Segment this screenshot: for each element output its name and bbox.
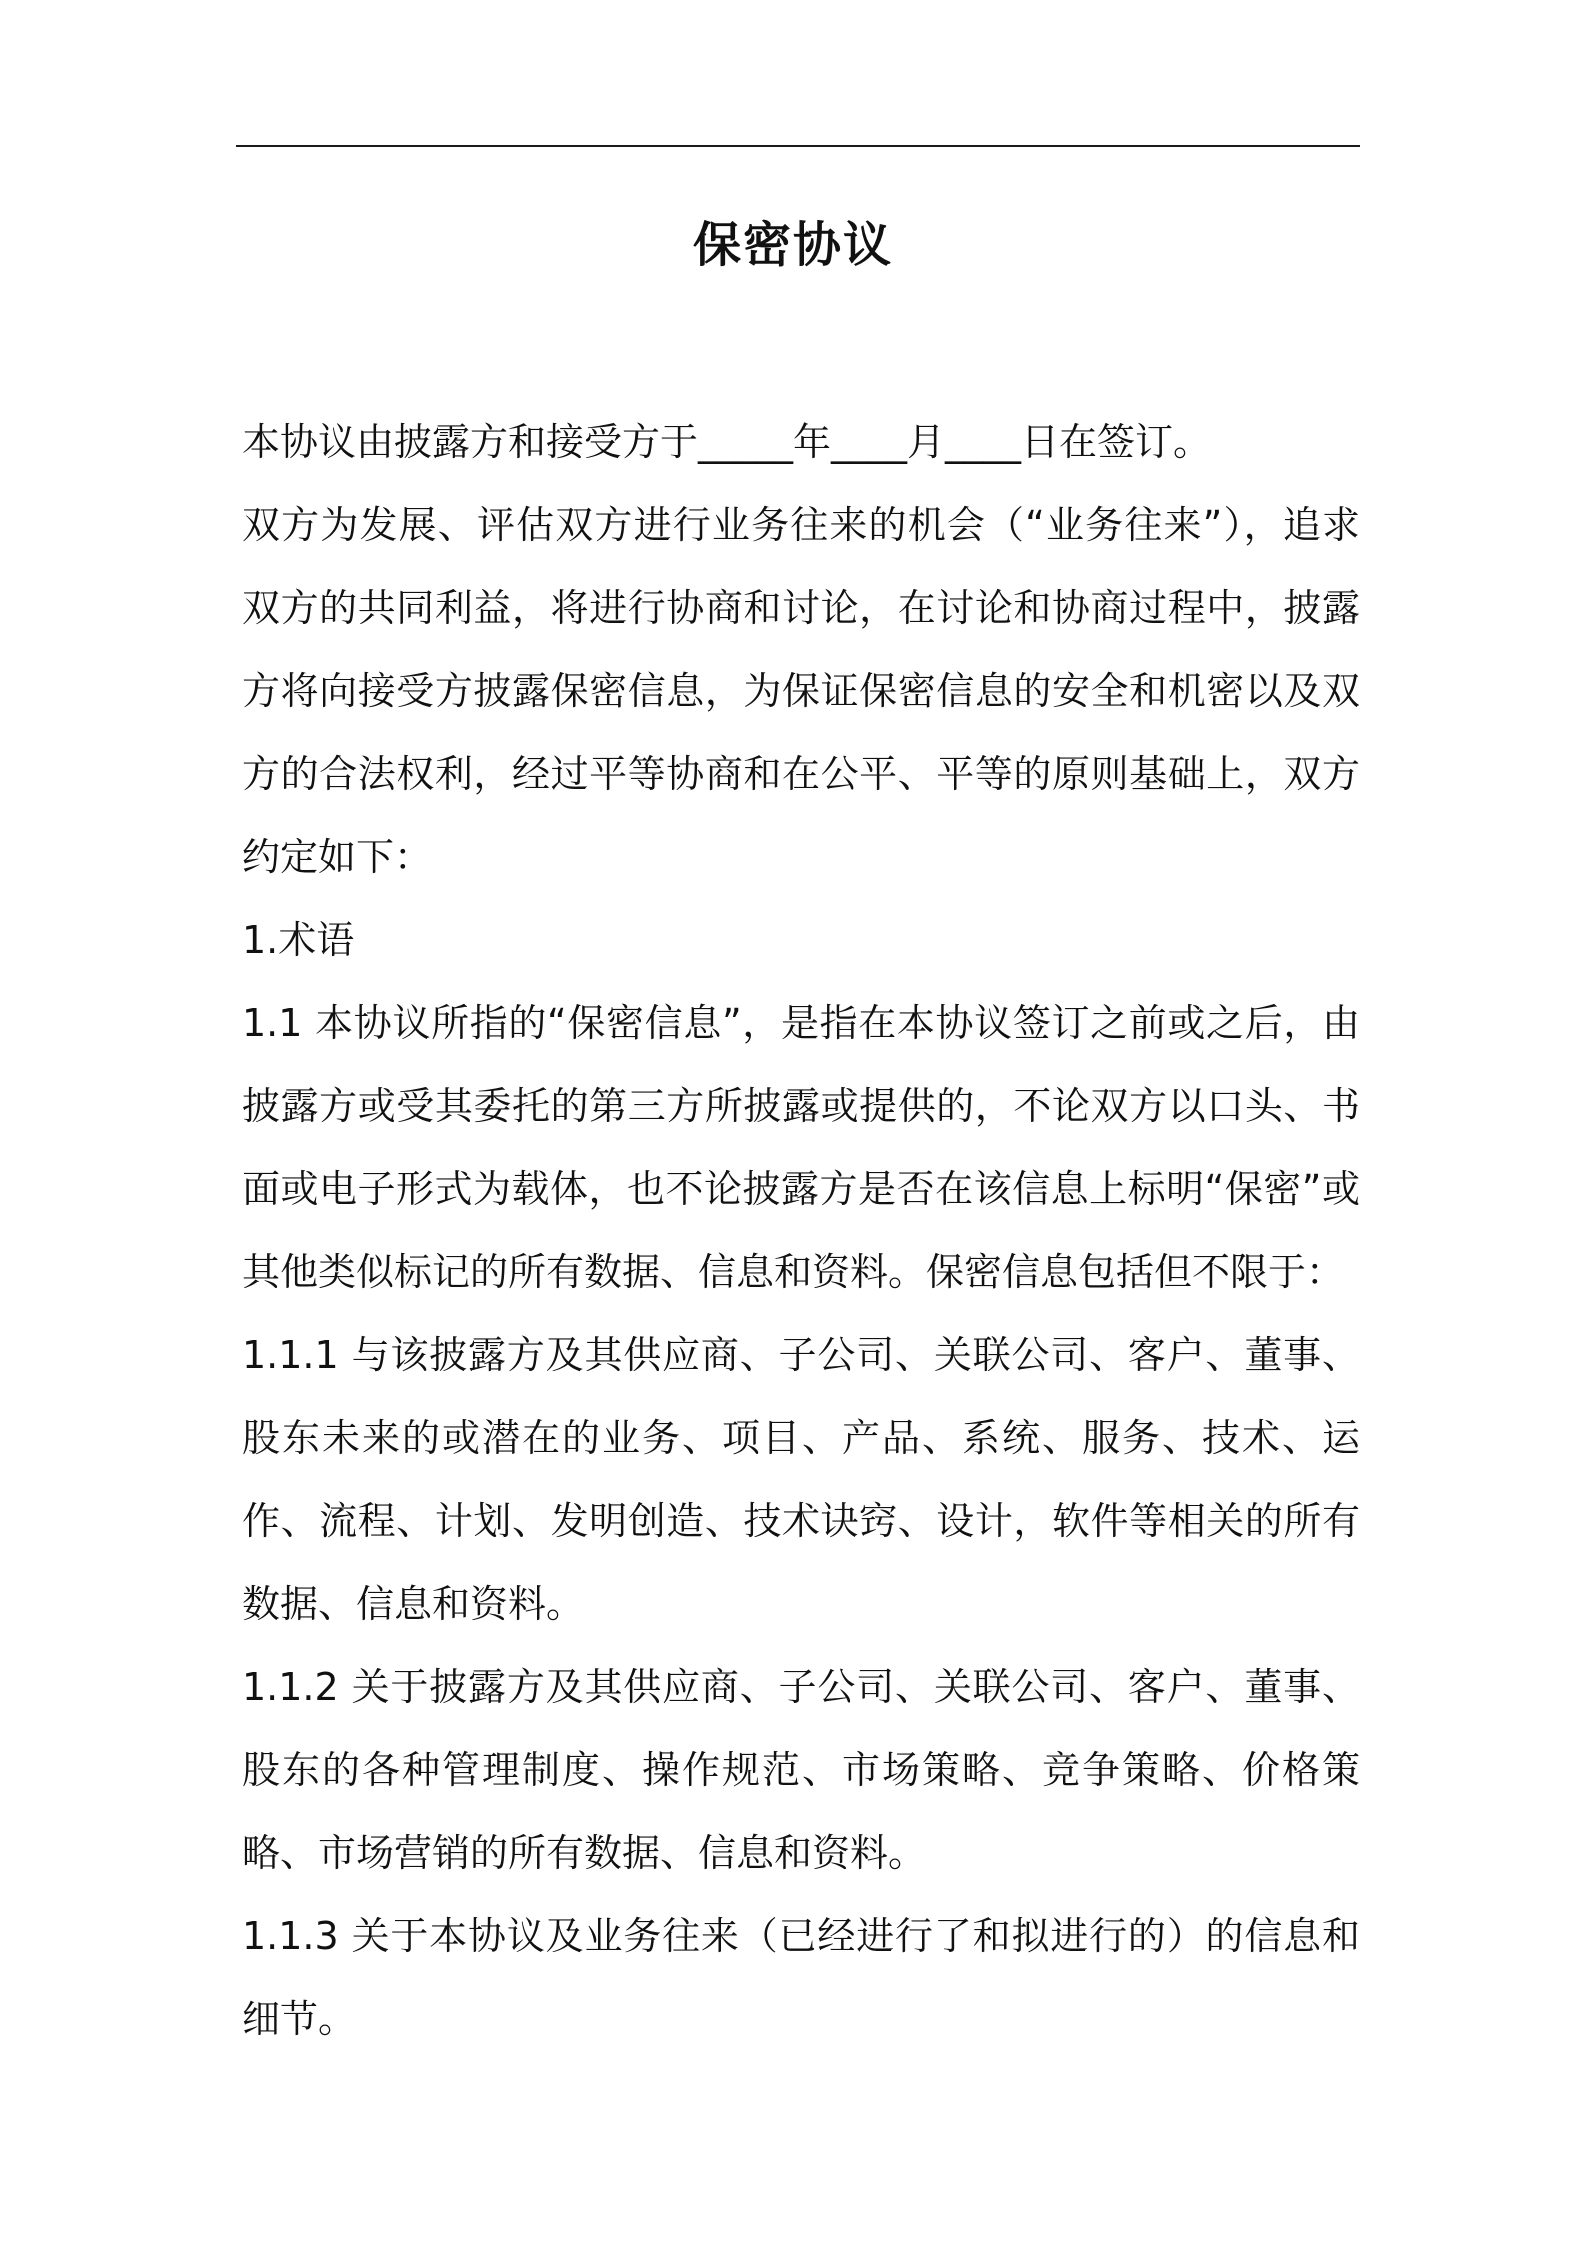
- document-body: [242, 401, 1360, 2061]
- paragraph-signing-date: 本协议由披露方和接受方于_____年____月____日在签订。: [242, 420, 1212, 464]
- header-rule: [236, 145, 1360, 147]
- paragraph-preamble: 双方为发展、评估双方进行业务往来的机会（“业务往来”），追求双方的共同利益，将进行协商和讨论，在讨论和协商过程中，披露方将向接受方披露保密信息，为保证保密信息的安全和机密以及双方的合法权利，经过平等协商和在公平、平等的原则基础上，双方约定如下：: [242, 503, 1360, 879]
- section-heading-terms: 1.术语: [242, 918, 355, 962]
- clause-1-1-2: 1.1.2 关于披露方及其供应商、子公司、关联公司、客户、董事、股东的各种管理制度、操作规范、市场策略、竞争策略、价格策略、市场营销的所有数据、信息和资料。: [242, 1665, 1360, 1875]
- clause-1-1-3: 1.1.3 关于本协议及业务往来（已经进行了和拟进行的）的信息和细节。: [242, 1914, 1360, 2041]
- document-title: 保密协议: [692, 217, 893, 273]
- clause-1-1: 1.1 本协议所指的“保密信息”，是指在本协议签订之前或之后，由披露方或受其委托的第三方所披露或提供的，不论双方以口头、书面或电子形式为载体，也不论披露方是否在该信息上标明“保密”或其他类似标记的所有数据、信息和资料。保密信息包括但不限于：: [242, 1001, 1360, 1294]
- clause-1-1-1: 1.1.1 与该披露方及其供应商、子公司、关联公司、客户、董事、股东未来的或潜在的业务、项目、产品、系统、服务、技术、运作、流程、计划、发明创造、技术诀窍、设计，软件等相关的所有数据、信息和资料。: [242, 1333, 1360, 1626]
